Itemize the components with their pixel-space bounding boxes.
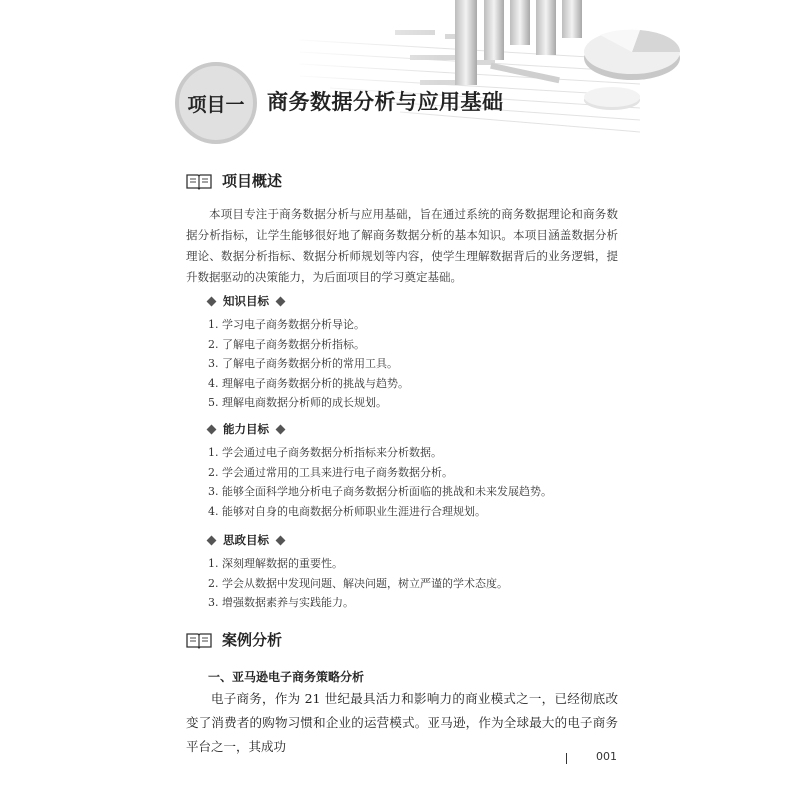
diamond-bullet-icon bbox=[207, 535, 217, 545]
diamond-bullet-icon bbox=[207, 424, 217, 434]
ability-goals-list bbox=[208, 443, 552, 521]
knowledge-goals-heading bbox=[208, 293, 292, 309]
case-heading-label: 案例分析 bbox=[222, 631, 283, 649]
ability-goals-label: 能力目标 bbox=[223, 422, 269, 436]
list-item: 3. 能够全面科学地分析电子商务数据分析面临的挑战和未来发展趋势。 bbox=[208, 485, 552, 498]
list-item: 1. 学习电子商务数据分析导论。 bbox=[208, 318, 365, 331]
case-paragraph: 电子商务，作为 21 世纪最具活力和影响力的商业模式之一，已经彻底改变了消费者的购物习惯和企业的运营模式。亚马逊，作为全球最大的电子商务平台之一，其成功 bbox=[186, 691, 618, 754]
page-number-divider bbox=[566, 753, 567, 764]
list-item: 1. 深刻理解数据的重要性。 bbox=[208, 557, 343, 570]
list-item: 2. 学会从数据中发现问题、解决问题，树立严谨的学术态度。 bbox=[208, 576, 508, 590]
ideology-goals-list bbox=[208, 554, 508, 613]
list-item: 4. 能够对自身的电商数据分析师职业生涯进行合理规划。 bbox=[208, 504, 486, 518]
overview-paragraph: 本项目专注于商务数据分析与应用基础，旨在通过系统的商务数据理论和商务数据分析指标，让学生能够很好地了解商务数据分析的基本知识。本项目涵盖数据分析理论、数据分析指标、数据分析师规划等内容，使学生理解数据背后的业务逻辑，提升数据驱动的决策能力，为后面项目的学习奠定基础。 bbox=[186, 207, 618, 284]
list-item: 2. 了解电子商务数据分析指标。 bbox=[208, 337, 365, 351]
ability-goals-heading bbox=[208, 421, 292, 437]
list-item: 2. 学会通过常用的工具来进行电子商务数据分析。 bbox=[208, 465, 453, 479]
book-icon bbox=[186, 631, 212, 649]
diamond-bullet-icon bbox=[207, 296, 217, 306]
chapter-number: 项目一 bbox=[187, 93, 245, 116]
list-item: 5. 理解电商数据分析师的成长规划。 bbox=[208, 396, 387, 409]
book-icon bbox=[186, 172, 212, 190]
list-item: 1. 学会通过电子商务数据分析指标来分析数据。 bbox=[208, 446, 442, 459]
case-heading bbox=[186, 629, 282, 650]
chapter-number-badge bbox=[175, 62, 257, 144]
diamond-bullet-icon bbox=[276, 296, 286, 306]
list-item: 4. 理解电子商务数据分析的挑战与趋势。 bbox=[208, 376, 409, 390]
overview-heading bbox=[186, 170, 282, 191]
knowledge-goals-list bbox=[208, 315, 409, 413]
ideology-goals-label: 思政目标 bbox=[223, 533, 269, 547]
diamond-bullet-icon bbox=[276, 424, 286, 434]
case-subtitle: 一、亚马逊电子商务策略分析 bbox=[208, 670, 365, 684]
list-item: 3. 了解电子商务数据分析的常用工具。 bbox=[208, 357, 398, 370]
header-banner-graphic bbox=[0, 0, 800, 150]
list-item: 3. 增强数据素养与实践能力。 bbox=[208, 596, 354, 609]
ideology-goals-heading bbox=[208, 532, 292, 548]
knowledge-goals-label: 知识目标 bbox=[223, 294, 269, 308]
overview-heading-label: 项目概述 bbox=[222, 172, 283, 190]
chapter-title: 商务数据分析与应用基础 bbox=[267, 90, 504, 114]
diamond-bullet-icon bbox=[276, 535, 286, 545]
page-number: 001 bbox=[596, 750, 617, 763]
